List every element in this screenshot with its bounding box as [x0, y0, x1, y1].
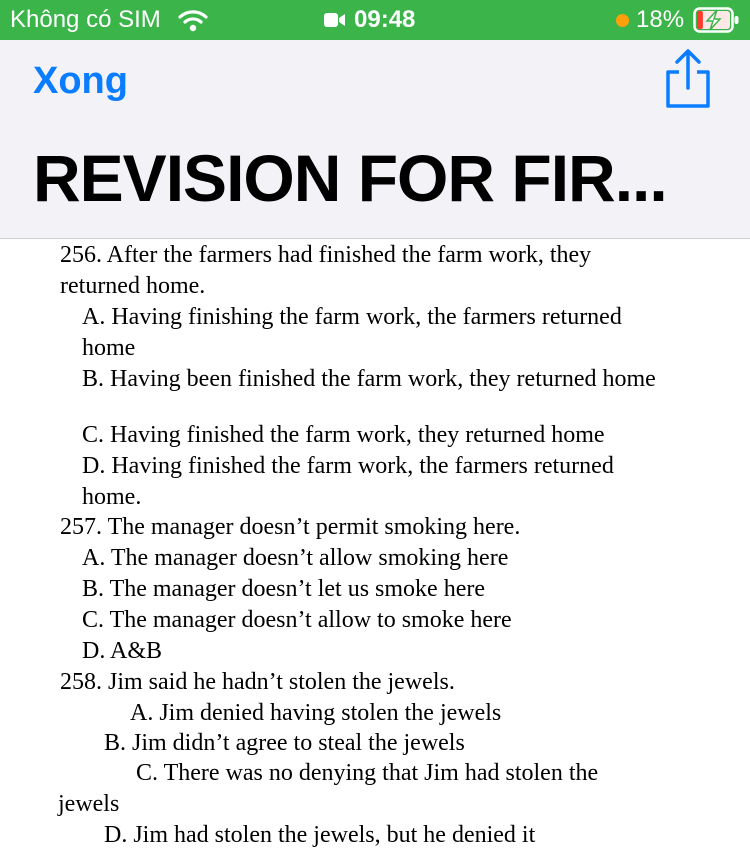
video-record-icon [324, 12, 346, 28]
orange-dot-indicator [616, 14, 629, 27]
question-256-stem-cont: returned home. [60, 273, 206, 299]
question-256-option-c: C. Having finished the farm work, they returned home [82, 422, 605, 448]
battery-percent: 18% [636, 6, 685, 33]
battery-charging-icon [693, 7, 741, 38]
question-256-option-d: D. Having finished the farm work, the farmers returned [82, 453, 614, 479]
question-256-option-b: B. Having been finished the farm work, they returned home [82, 366, 656, 392]
status-bar [0, 0, 750, 40]
question-256-option-a: A. Having finishing the farm work, the farmers returned [82, 304, 622, 330]
wifi-icon [178, 8, 208, 37]
question-257-option-d: D. A&B [82, 638, 163, 664]
question-256-option-a-cont: home [82, 335, 136, 361]
question-256-option-d-cont: home. [82, 484, 142, 510]
question-256-stem: 256. After the farmers had finished the farm work, they [60, 242, 592, 268]
question-257-option-b: B. The manager doesn’t let us smoke here [82, 576, 486, 602]
document-content[interactable] [0, 239, 750, 853]
question-258-option-c: C. There was no denying that Jim had stolen the [136, 760, 599, 786]
question-258-option-c-cont: jewels [58, 791, 120, 817]
question-257-option-a: A. The manager doesn’t allow smoking here [82, 545, 509, 571]
question-257-stem: 257. The manager doesn’t permit smoking here. [60, 514, 521, 540]
question-258-option-a: A. Jim denied having stolen the jewels [130, 700, 502, 726]
done-button[interactable]: Xong [33, 60, 128, 102]
navigation-bar [0, 40, 750, 239]
question-258-option-b: B. Jim didn’t agree to steal the jewels [104, 730, 465, 756]
share-icon[interactable] [662, 48, 714, 110]
question-258-option-d: D. Jim had stolen the jewels, but he denied it [104, 822, 536, 848]
carrier-label: Không có SIM [10, 6, 161, 33]
question-257-option-c: C. The manager doesn’t allow to smoke here [82, 607, 512, 633]
document-title: REVISION FOR FIR... [33, 141, 667, 215]
clock-time: 09:48 [354, 6, 416, 33]
question-258-stem: 258. Jim said he hadn’t stolen the jewels. [60, 669, 455, 695]
